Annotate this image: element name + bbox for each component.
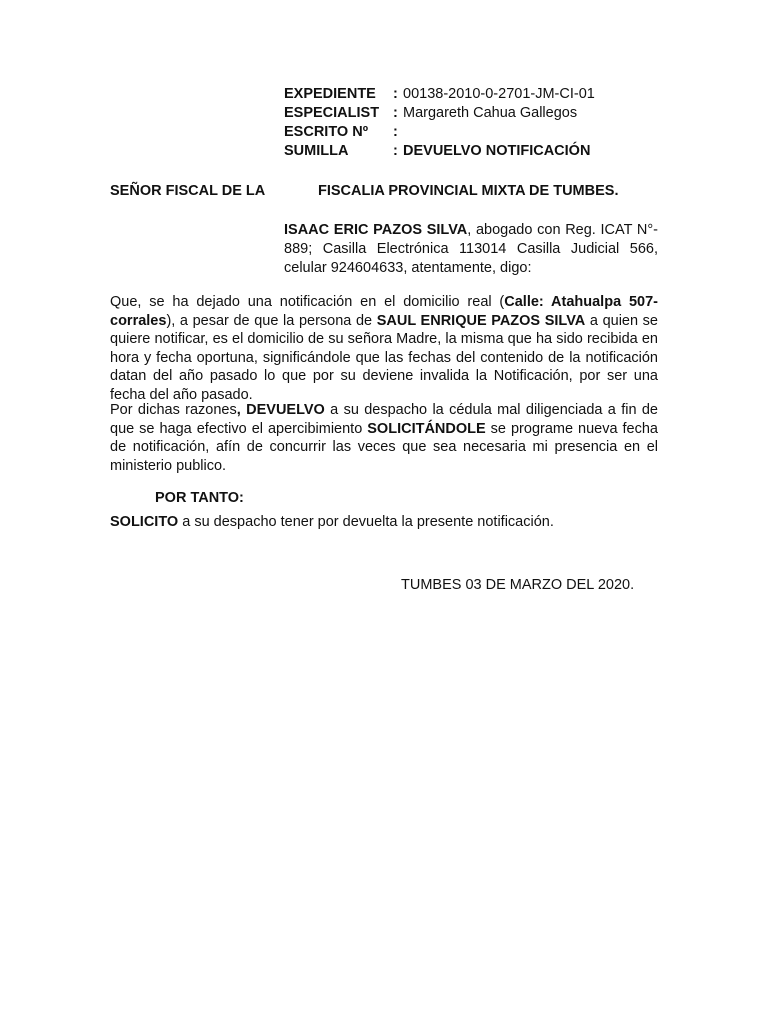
p1-text-1: Que, se ha dejado una notificación en el domicilio real ( — [110, 294, 505, 310]
p1-person-bold: SAUL ENRIQUE PAZOS SILVA — [376, 312, 586, 329]
expediente-colon: : — [393, 86, 398, 102]
sumilla-label: SUMILLA — [284, 143, 349, 159]
p1-text-3: a quien se quiere notificar, es el domicilio de su señora Madre, la misma que ha sido recibida en hora y fecha oportuna, significándole que las fechas del contenido de la notificación datan del año pasado lo que por su deviene invalida la Notificación, por ser una fecha del año pasado. — [110, 312, 658, 403]
party-intro — [284, 221, 658, 278]
p2-text-1: Por dichas razones — [110, 402, 237, 418]
case-header — [284, 85, 595, 161]
solicito-line — [110, 514, 554, 530]
p2-solicitandole-bold: SOLICITÁNDOLE — [367, 420, 486, 437]
sumilla-colon: : — [393, 143, 398, 159]
escrito-colon: : — [393, 124, 398, 140]
escrito-label: ESCRITO Nº — [284, 124, 368, 140]
sumilla-value: DEVUELVO NOTIFICACIÓN — [403, 143, 591, 159]
paragraph-2 — [110, 401, 658, 475]
expediente-value: 00138-2010-0-2701-JM-CI-01 — [403, 86, 595, 102]
expediente-label: EXPEDIENTE — [284, 86, 376, 102]
por-tanto-heading: POR TANTO: — [155, 490, 244, 506]
especialist-colon: : — [393, 105, 398, 121]
especialist-row — [284, 104, 595, 123]
solicito-bold: SOLICITO — [110, 514, 179, 530]
date-line: TUMBES 03 DE MARZO DEL 2020. — [401, 577, 635, 593]
p2-text-3: se programe nueva fecha de notificación, afín de concurrir las veces que sea necesaria mi presencia en el ministerio publico. — [110, 420, 658, 474]
paragraph-1 — [110, 293, 658, 404]
party-name: ISAAC ERIC PAZOS SILVA — [284, 222, 468, 238]
expediente-row — [284, 85, 595, 104]
address-left: SEÑOR FISCAL DE LA — [110, 183, 266, 199]
p2-text-2: a su despacho la cédula mal diligenciada a fin de que se haga efectivo el apercibimiento — [110, 402, 658, 437]
p1-address-bold: Calle: Atahualpa 507-corrales — [110, 294, 658, 329]
especialist-label: ESPECIALIST — [284, 105, 380, 121]
p1-text-2: ), a pesar de que la persona de — [166, 312, 377, 329]
escrito-row — [284, 123, 595, 142]
party-text: , abogado con Reg. ICAT N°- 889; Casilla Electrónica 113014 Casilla Judicial 566, celular 924604633, atentamente, digo: — [284, 222, 659, 276]
p2-devuelvo-bold: , DEVUELVO — [236, 402, 325, 418]
sumilla-row — [284, 142, 595, 161]
address-right: FISCALIA PROVINCIAL MIXTA DE TUMBES. — [318, 183, 619, 199]
especialist-value: Margareth Cahua Gallegos — [403, 105, 578, 121]
solicito-text: a su despacho tener por devuelta la presente notificación. — [178, 514, 554, 530]
